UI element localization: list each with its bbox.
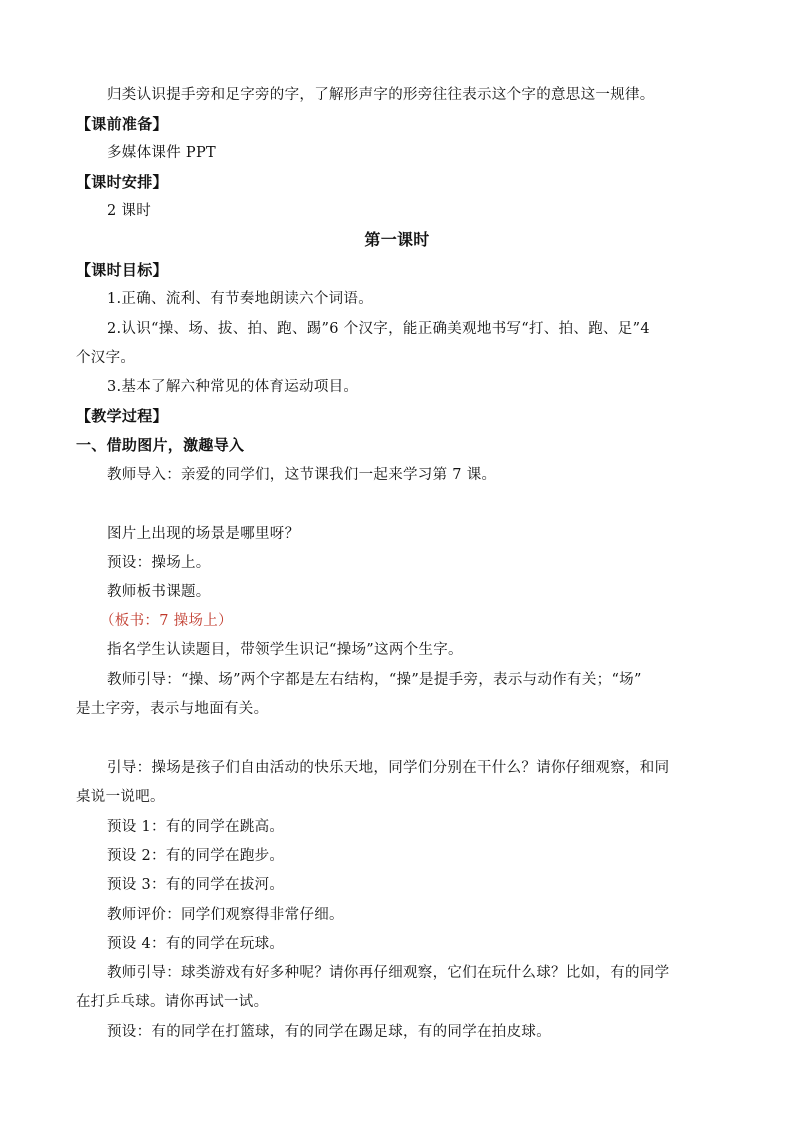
paragraph-line-continued: 是土字旁，表示与地面有关。 [76,701,269,717]
paragraph-line-continued: 在打乒乓球。请你再试一试。 [76,994,269,1010]
paragraph-line: 预设 3：有的同学在拔河。 [107,877,285,893]
objective-item: 2.认识“操、场、拔、拍、跑、踢”6 个汉字，能正确美观地书写“打、拍、跑、足”4 [107,321,650,337]
paragraph-line: 预设：有的同学在打篮球，有的同学在踢足球，有的同学在拍皮球。 [107,1024,551,1040]
paragraph-line: 多媒体课件 PPT [107,145,216,161]
paragraph-line: 预设 2：有的同学在跑步。 [107,848,285,864]
paragraph-line: 预设 1：有的同学在跳高。 [107,819,285,835]
section-heading-preparation: 【课前准备】 [76,115,168,133]
section-heading-process: 【教学过程】 [76,407,168,425]
objective-item-continued: 个汉字。 [76,350,136,366]
board-writing-note: （板书：7 操场上） [100,613,233,629]
section-heading-objectives: 【课时目标】 [76,261,168,279]
paragraph-line: 教师引导：球类游戏有好多种呢？请你再仔细观察，它们在玩什么球？比如，有的同学 [107,965,670,981]
objective-item: 3.基本了解六种常见的体育运动项目。 [107,379,359,395]
subsection-heading: 一、借助图片，激趣导入 [76,436,245,454]
paragraph-line: 教师引导：“操、场”两个字都是左右结构，“操”是提手旁，表示与动作有关；“场” [107,672,642,688]
paragraph-line: 引导：操场是孩子们自由活动的快乐天地，同学们分别在干什么？请你仔细观察，和同 [107,760,670,776]
section-heading-schedule: 【课时安排】 [76,173,168,191]
paragraph-line: 预设：操场上。 [107,555,211,571]
paragraph-line: 归类认识提手旁和足字旁的字，了解形声字的形旁往往表示这个字的意思这一规律。 [107,87,655,103]
lesson-title: 第一课时 [364,230,430,249]
paragraph-line: 教师导入：亲爱的同学们，这节课我们一起来学习第 7 课。 [107,467,497,483]
paragraph-line: 指名学生认读题目，带领学生识记“操场”这两个生字。 [107,642,463,658]
paragraph-line-continued: 桌说一说吧。 [76,789,165,805]
paragraph-line: 图片上出现的场景是哪里呀？ [107,526,300,542]
paragraph-line: 教师评价：同学们观察得非常仔细。 [107,907,344,923]
paragraph-line: 预设 4：有的同学在玩球。 [107,936,285,952]
paragraph-line: 教师板书课题。 [107,584,211,600]
objective-item: 1.正确、流利、有节奏地朗读六个词语。 [107,291,374,307]
paragraph-line: 2 课时 [107,203,152,219]
